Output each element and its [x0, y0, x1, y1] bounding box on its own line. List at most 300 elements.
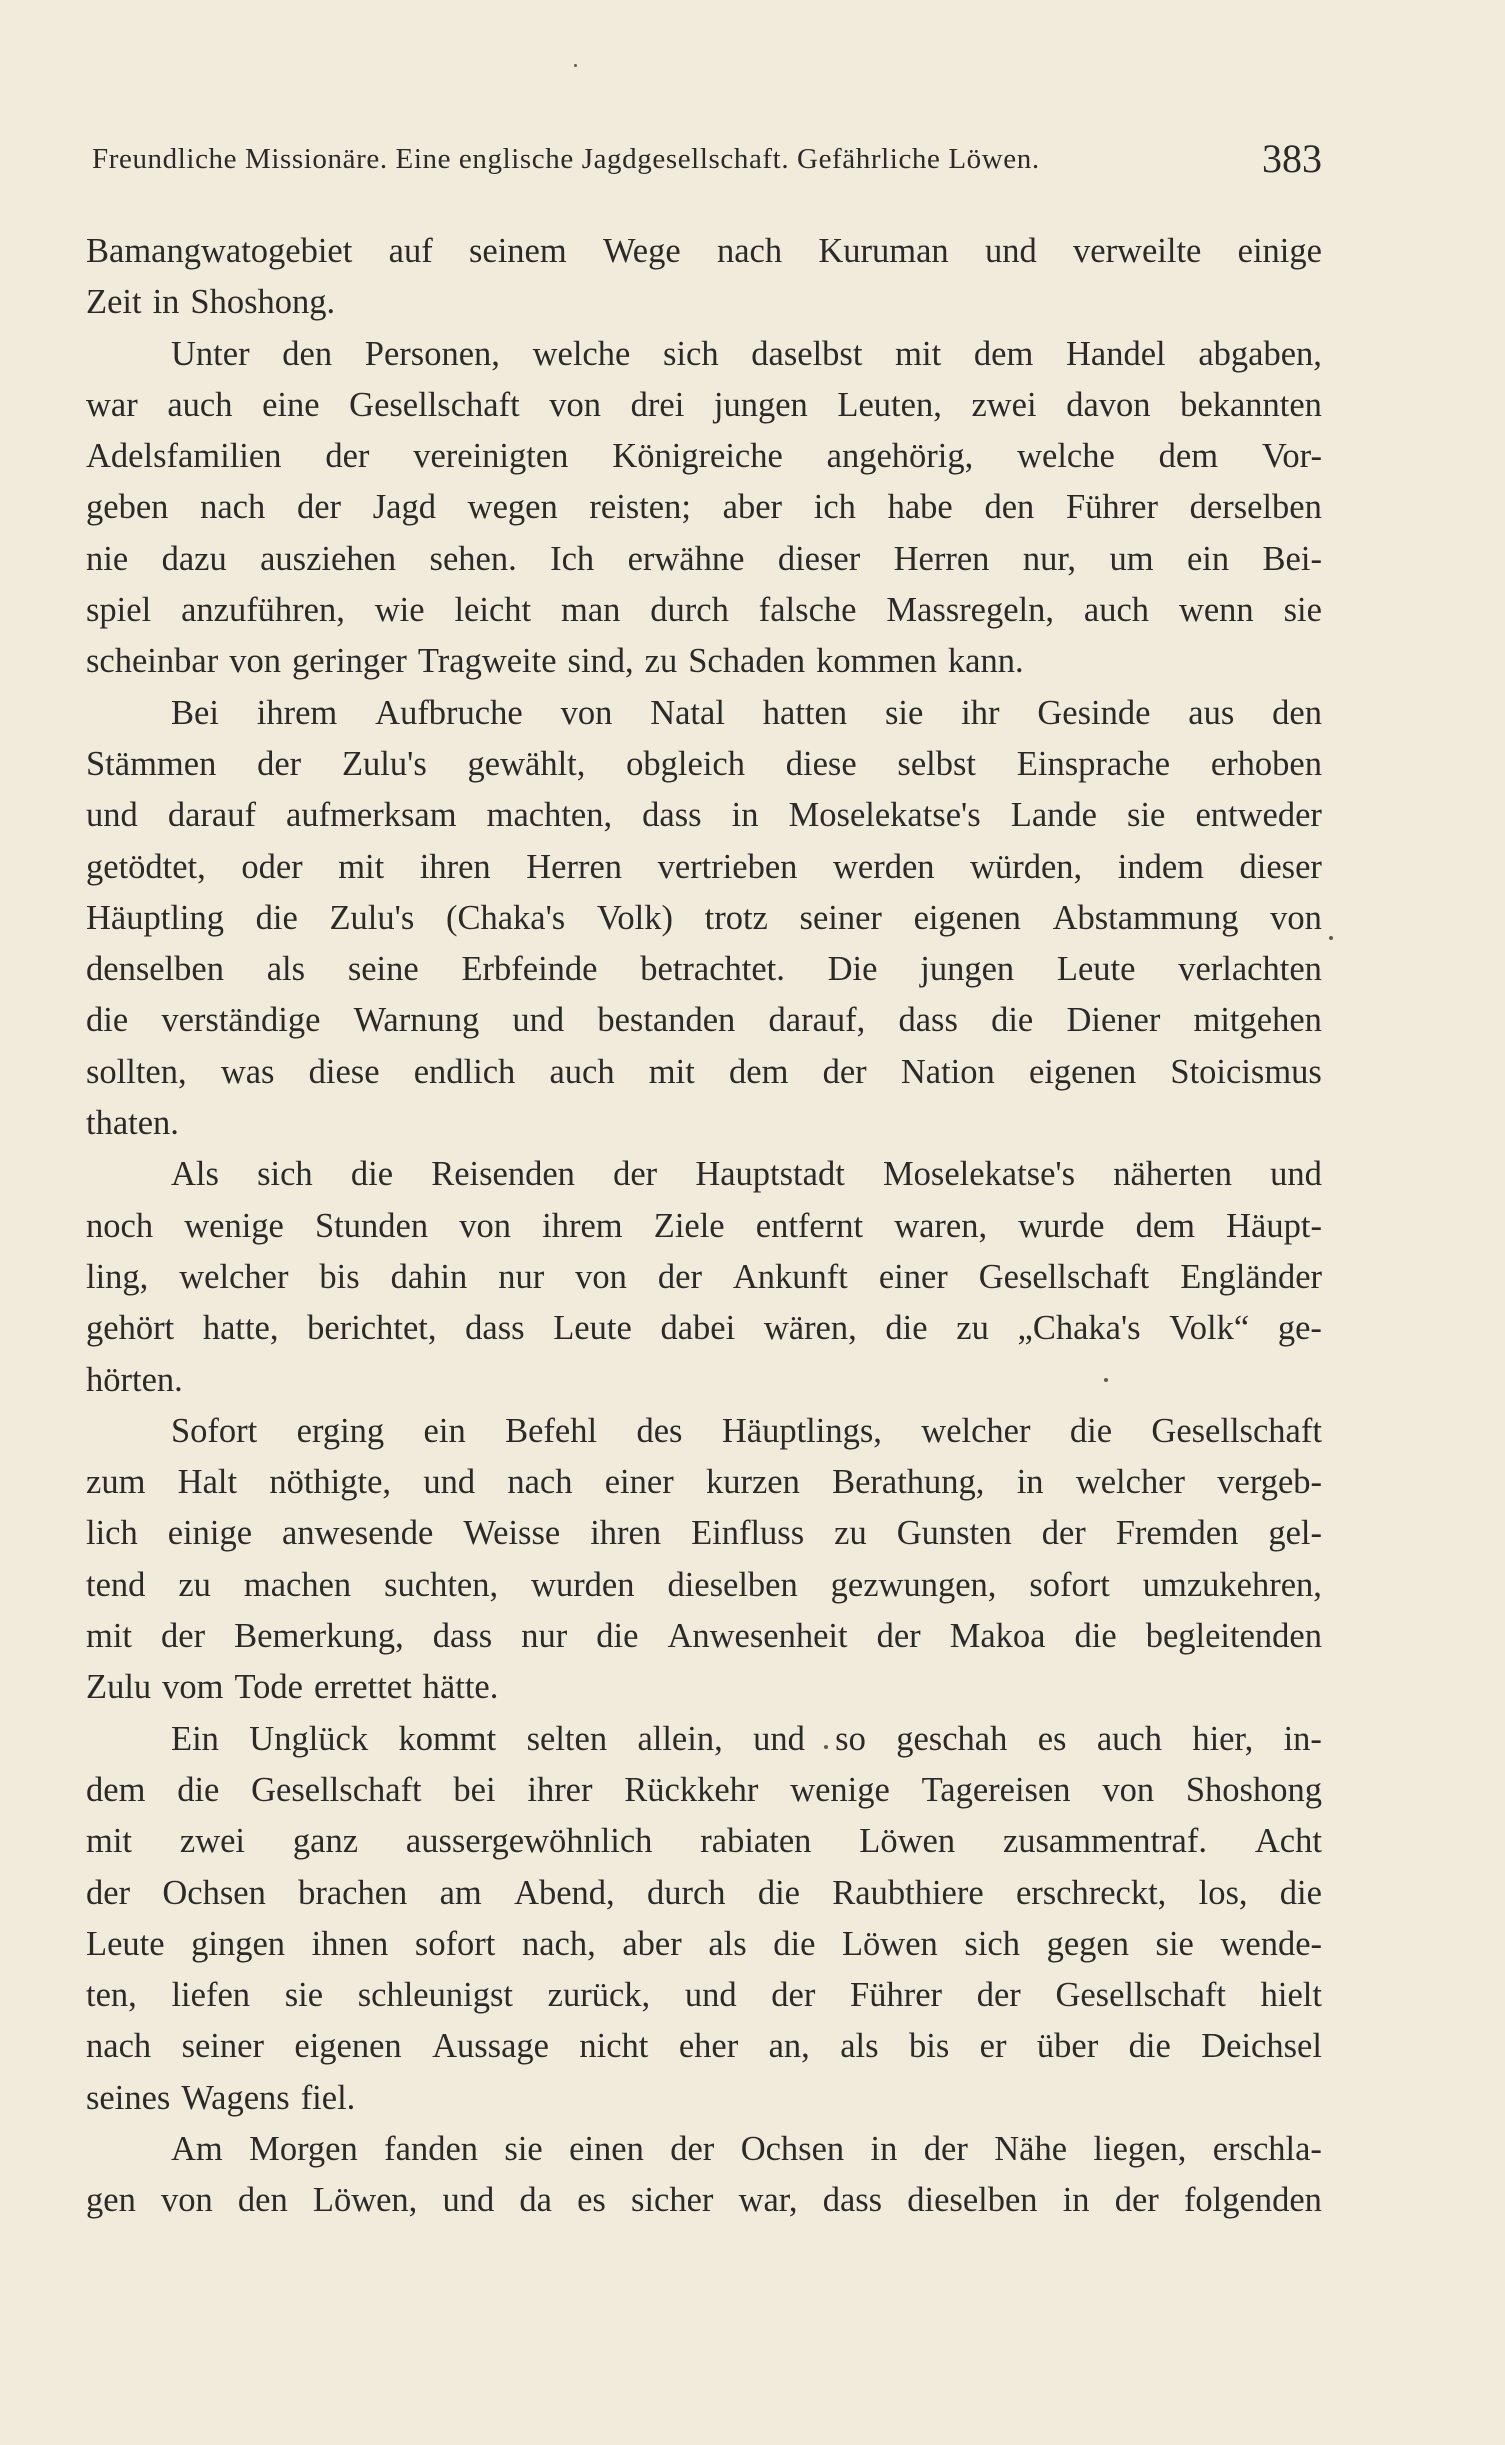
text-line [86, 1508, 1322, 1559]
word: es [577, 2181, 606, 2220]
text-line [86, 1919, 1322, 1970]
word: sich [663, 334, 719, 373]
word: aufmerksam [286, 796, 457, 835]
word: zwei [179, 1822, 246, 1861]
word: Jagd [372, 488, 436, 527]
text-line [86, 842, 1322, 893]
text-line [86, 1303, 1322, 1354]
word: selbst [897, 744, 977, 783]
word: dieselben [667, 1565, 798, 1604]
word: Ziele [653, 1206, 725, 1245]
word: die [885, 1309, 928, 1348]
word: entweder [1195, 796, 1322, 835]
word: Adelsfamilien [86, 437, 282, 476]
word: liegen, [1093, 2129, 1187, 2168]
word: in [152, 283, 180, 322]
word: zu [956, 1309, 989, 1348]
word: von [160, 2181, 213, 2220]
word: bei [453, 1770, 496, 1809]
word: darauf, [768, 1001, 866, 1040]
word: Lande [1010, 796, 1097, 835]
word: dem [1135, 1206, 1195, 1245]
word: dass [642, 796, 702, 835]
word: erschreckt, [1015, 1873, 1167, 1912]
word: leicht [454, 591, 532, 630]
word: ihren [419, 847, 491, 886]
word: Tode [234, 1668, 303, 1707]
word: der [657, 1257, 702, 1296]
word: nicht [579, 2027, 649, 2066]
word: sollten, [86, 1052, 187, 1091]
word: Als [171, 1155, 219, 1194]
word: hätte. [422, 1668, 499, 1707]
word: seiner [181, 2027, 264, 2066]
text-line [86, 739, 1322, 790]
word: vertrieben [657, 847, 798, 886]
word: Aussage [432, 2027, 549, 2066]
word: Makoa [949, 1617, 1046, 1656]
word: Halt [177, 1463, 238, 1502]
word: gen [86, 2181, 136, 2220]
word: eigenen [294, 2027, 402, 2066]
word: wurden [531, 1565, 635, 1604]
word: Vor- [1261, 437, 1322, 476]
word: Raubthiere [832, 1873, 984, 1912]
text-line [86, 2073, 1322, 2124]
word: Abstammung [1052, 898, 1239, 937]
speck-mark [824, 1745, 828, 1749]
word: Kuruman [818, 232, 949, 270]
word: von [229, 642, 281, 681]
word: die [86, 1001, 129, 1040]
word: noch [86, 1206, 154, 1245]
word: Diener [1066, 1001, 1161, 1040]
word: welcher [1075, 1463, 1185, 1502]
word: aussergewöhnlich [405, 1822, 653, 1861]
word: nach [507, 1463, 573, 1502]
word: Rückkehr [624, 1770, 759, 1809]
word: nach, [521, 1924, 596, 1963]
word: oder [241, 847, 303, 886]
word: wie [374, 591, 425, 630]
word: und [512, 1001, 565, 1040]
text-line [86, 431, 1322, 482]
word: lich [86, 1514, 138, 1553]
word: da [519, 2181, 552, 2220]
word: der [325, 437, 370, 476]
word: Weisse [463, 1514, 561, 1553]
word: geben [86, 488, 169, 527]
word: Zulu's [341, 744, 427, 783]
word: ge- [1277, 1309, 1322, 1348]
word: nöthigte, [269, 1463, 392, 1502]
word: würden, [970, 847, 1083, 886]
word: sind, [567, 642, 634, 681]
word: Berathung, [832, 1463, 985, 1502]
word: betrachtet. [640, 950, 785, 989]
word: Zeit [86, 283, 142, 322]
word: mit [338, 847, 385, 886]
word: er [979, 2027, 1007, 2066]
word: Engländer [1180, 1257, 1322, 1296]
word: Löwen, [312, 2181, 418, 2220]
word: sofort [1029, 1565, 1110, 1604]
word: es [1037, 1719, 1067, 1758]
word: Gesellschaft [251, 1770, 422, 1809]
word: Gesellschaft [1151, 1411, 1322, 1450]
word: Bei [171, 693, 219, 732]
word: Gesinde [1037, 693, 1151, 732]
word: seine [347, 950, 419, 989]
word: machten, [486, 796, 613, 835]
word: Wagens [181, 2078, 290, 2117]
word: der [822, 1052, 867, 1091]
word: los, [1198, 1873, 1248, 1912]
word: ihr [961, 693, 1000, 732]
word: sie [504, 2129, 543, 2168]
word: Handel [1065, 334, 1166, 373]
word: ling, [86, 1257, 149, 1296]
word: ten, [86, 1976, 137, 2015]
word: Deichsel [1201, 2027, 1322, 2066]
word: fiel. [300, 2078, 356, 2117]
text-line [86, 329, 1322, 380]
word: sich [964, 1924, 1020, 1963]
word: aber [622, 1924, 682, 1963]
word: Leuten, [837, 385, 942, 424]
word: Häuptlings, [721, 1411, 882, 1450]
word: allein, [637, 1719, 723, 1758]
word: Herren [526, 847, 623, 886]
word: und [442, 2181, 495, 2220]
word: Stämmen [86, 744, 217, 783]
word: begleitenden [1145, 1617, 1322, 1656]
word: obgleich [626, 744, 745, 783]
word: Bemerkung, [234, 1617, 404, 1656]
word: Leute [1056, 950, 1136, 989]
word: der [257, 744, 302, 783]
word: Stunden [315, 1206, 429, 1245]
word: auf [388, 232, 433, 270]
word: kann. [947, 642, 1024, 681]
text-line [86, 995, 1322, 1046]
word: Tagereisen [921, 1770, 1071, 1809]
text-line [86, 226, 1322, 277]
word: dieselben [907, 2181, 1038, 2220]
word: dem [729, 1052, 789, 1091]
word: sich [257, 1155, 313, 1194]
word: nur [521, 1617, 568, 1656]
word: der [161, 1617, 206, 1656]
word: Volk) [596, 898, 673, 937]
word: und [984, 232, 1037, 270]
word: trotz [704, 898, 768, 937]
word: Ein [171, 1719, 219, 1758]
word: errettet [314, 1668, 412, 1707]
word: Einsprache [1016, 744, 1171, 783]
text-line [86, 482, 1322, 533]
word: wenige [790, 1770, 890, 1809]
text-line [86, 1252, 1322, 1303]
word: dem [86, 1770, 146, 1809]
word: umzukehren, [1142, 1565, 1322, 1604]
speck-mark [1329, 936, 1333, 940]
word: dieser [777, 539, 861, 578]
word: jungen [713, 385, 808, 424]
word: endlich [413, 1052, 516, 1091]
word: vom [162, 1668, 224, 1707]
word: von [575, 1257, 627, 1296]
word: erwähne [627, 539, 745, 578]
text-line [86, 1868, 1322, 1919]
word: vereinigten [413, 437, 569, 476]
word: welche [1017, 437, 1115, 476]
word: habe [887, 488, 953, 527]
word: so [835, 1719, 866, 1758]
word: tend [86, 1565, 146, 1604]
word: dass [898, 1001, 958, 1040]
word: nach [200, 488, 266, 527]
text-line [86, 790, 1322, 841]
word: war, [738, 2181, 798, 2220]
word: um [1109, 539, 1154, 578]
word: in [1062, 2181, 1090, 2220]
word: von [560, 693, 613, 732]
word: Ochsen [740, 2129, 845, 2168]
word: vergeb- [1217, 1463, 1322, 1502]
word: gezwungen, [830, 1565, 997, 1604]
speck-mark [574, 64, 577, 67]
word: Herren [893, 539, 990, 578]
word: folgenden [1183, 2181, 1322, 2220]
word: dazu [161, 539, 227, 578]
word: welche [532, 334, 631, 373]
word: Stoicismus [1170, 1052, 1322, 1091]
word: der [86, 1873, 131, 1912]
word: Volk“ [1169, 1309, 1250, 1348]
word: Ankunft [732, 1257, 848, 1296]
word: ihren [590, 1514, 662, 1553]
word: von [459, 1206, 511, 1245]
word: waren, [894, 1206, 988, 1245]
word: durch [646, 1873, 726, 1912]
speck-mark [1104, 1378, 1108, 1382]
word: wenige [184, 1206, 284, 1245]
word: und [86, 796, 138, 835]
word: nur [498, 1257, 545, 1296]
word: indem [1117, 847, 1204, 886]
word: sie [1127, 796, 1166, 835]
word: wären, [763, 1309, 857, 1348]
word: Führer [1065, 488, 1158, 527]
word: Leute [553, 1309, 632, 1348]
word: drei [630, 385, 685, 424]
word: Shoshong. [190, 283, 336, 322]
word: in [731, 796, 759, 835]
word: war [86, 385, 138, 424]
word: als [266, 950, 306, 989]
word: wegen [467, 488, 558, 527]
word: Fremden [1115, 1514, 1239, 1553]
word: wenn [1178, 591, 1254, 630]
word: auch [1083, 591, 1150, 630]
word: Zulu's [329, 898, 415, 937]
word: die [773, 1924, 816, 1963]
word: welcher [179, 1257, 289, 1296]
word: und [1270, 1155, 1322, 1194]
word: bekannten [1180, 385, 1322, 424]
word: Personen, [364, 334, 500, 373]
word: davon [1066, 385, 1151, 424]
text-line [86, 534, 1322, 585]
word: sofort [414, 1924, 496, 1963]
word: Häuptling [86, 898, 224, 937]
word: Gesellschaft [1055, 1976, 1226, 2015]
word: Leute [86, 1924, 165, 1963]
word: Löwen [841, 1924, 938, 1963]
word: dieser [1239, 847, 1322, 886]
word: die [1128, 2027, 1171, 2066]
word: die [350, 1155, 394, 1194]
word: hatten [762, 693, 848, 732]
text-line [86, 1765, 1322, 1816]
word: bis [319, 1257, 360, 1296]
word: der [976, 1976, 1021, 2015]
word: Ich [550, 539, 595, 578]
word: die [757, 1873, 800, 1912]
word: Gesellschaft [349, 385, 520, 424]
word: kommt [398, 1719, 497, 1758]
word: mit [86, 1617, 133, 1656]
word: gewählt, [467, 744, 586, 783]
word: diese [308, 1052, 380, 1091]
word: nie [86, 539, 129, 578]
running-head: Freundliche Missionäre. Eine englische Jagdgesellschaft. Gefährliche Löwen. [92, 143, 1040, 175]
word: der [876, 1617, 921, 1656]
text-line [86, 893, 1322, 944]
word: fanden [384, 2129, 479, 2168]
word: über [1036, 2027, 1099, 2066]
word: ein [1186, 539, 1230, 578]
text-line [86, 1047, 1322, 1098]
word: ihrem [542, 1206, 623, 1245]
word: verständige [161, 1001, 321, 1040]
word: wende- [1220, 1924, 1322, 1963]
word: einer [878, 1257, 948, 1296]
word: in [1016, 1463, 1044, 1502]
text-line [86, 380, 1322, 431]
word: „Chaka's [1017, 1309, 1141, 1348]
page-header [92, 135, 1322, 185]
text-line [86, 1662, 1322, 1713]
word: dass [432, 1617, 493, 1656]
word: mit [86, 1822, 133, 1861]
word: getödtet, [86, 847, 206, 886]
word: reisten; [589, 488, 691, 527]
word: seinem [468, 232, 567, 270]
text-line [86, 944, 1322, 995]
word: auch [1096, 1719, 1162, 1758]
word: zum [86, 1463, 146, 1502]
word: von [1102, 1770, 1155, 1809]
word: falsche [758, 591, 857, 630]
word: ein [423, 1411, 466, 1450]
word: verlachten [1178, 950, 1322, 989]
text-line [86, 1816, 1322, 1867]
word: Natal [650, 693, 725, 732]
text-line [86, 1611, 1322, 1662]
word: von [1270, 898, 1322, 937]
word: gehört [86, 1309, 175, 1348]
word: Massregeln, [886, 591, 1055, 630]
word: angehörig, [826, 437, 974, 476]
word: Morgen [249, 2129, 358, 2168]
word: in [870, 2129, 898, 2168]
word: den [282, 334, 333, 373]
word: des [636, 1411, 683, 1450]
word: einige [167, 1514, 253, 1553]
word: erging [296, 1411, 385, 1450]
word: dahin [390, 1257, 468, 1296]
word: sehen. [429, 539, 517, 578]
word: darauf [167, 796, 256, 835]
word: verweilte [1073, 232, 1202, 270]
word: an, [768, 2027, 810, 2066]
word: der [1114, 2181, 1159, 2220]
word: Gesellschaft [978, 1257, 1150, 1296]
word: zu [834, 1514, 867, 1553]
text-line [86, 2175, 1322, 2226]
word: der [613, 1155, 658, 1194]
word: Hauptstadt [695, 1155, 845, 1194]
word: der [1041, 1514, 1086, 1553]
word: kommen [816, 642, 937, 681]
word: erschla- [1212, 2129, 1322, 2168]
text-line [86, 1098, 1322, 1149]
text-line [86, 1714, 1322, 1765]
text-line [86, 2124, 1322, 2175]
word: Einfluss [691, 1514, 805, 1553]
word: Unglück [249, 1719, 369, 1758]
word: Acht [1254, 1822, 1322, 1861]
word: suchten, [384, 1565, 499, 1604]
word: nach [716, 232, 783, 270]
word: brachen [298, 1873, 408, 1912]
word: erhoben [1210, 744, 1322, 783]
word: derselben [1189, 488, 1322, 527]
word: hatte, [202, 1309, 279, 1348]
word: und [684, 1976, 737, 2015]
word: Anwesenheit [667, 1617, 848, 1656]
word: sie [284, 1976, 324, 2015]
body-text [86, 226, 1322, 2227]
text-line [86, 1457, 1322, 1508]
word: einige [1237, 232, 1322, 270]
page-number: 383 [1262, 136, 1322, 181]
word: eigenen [1028, 1052, 1137, 1091]
word: den [1272, 693, 1322, 732]
word: Ochsen [162, 1873, 266, 1912]
word: die [177, 1770, 220, 1809]
word: abgaben, [1198, 334, 1322, 373]
word: ganz [292, 1822, 359, 1861]
word: geschah [896, 1719, 1008, 1758]
text-line [86, 277, 1322, 328]
word: hörten. [86, 1360, 183, 1399]
word: selten [526, 1719, 608, 1758]
word: spiel [86, 591, 152, 630]
word: nach [86, 2027, 152, 2066]
